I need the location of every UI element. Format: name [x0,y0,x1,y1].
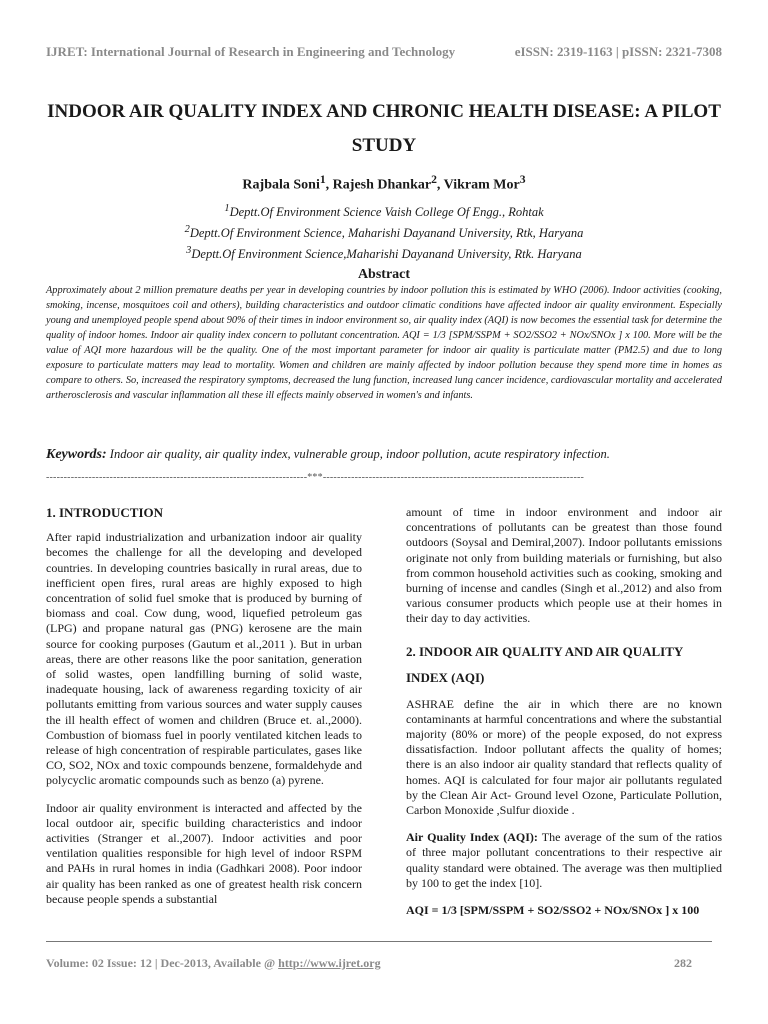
intro-paragraph-3: amount of time in indoor environment and indoor air concentrations of pollutants can be greatest than those found outdoors (Soysal and Demiral,2007). Indoor pollutants emissions originate not only from building materials or furnishing, but also from common household activities such as cooking, smoking and burning of incense and candles (Singh et al.,2012) and also from various consumer products which people use at their homes in their day to day activities. [406,505,722,626]
keywords-text: Indoor air quality, air quality index, vulnerable group, indoor pollution, acute respiratory infection. [106,447,610,461]
journal-link[interactable]: http://www.ijret.org [278,956,381,970]
running-footer [46,956,712,971]
affiliations [46,200,722,263]
aqi-definition [406,830,722,891]
author-1: Rajbala Soni [242,177,320,193]
affiliation-2 [46,221,722,242]
left-column [46,505,362,919]
affiliation-1 [46,200,722,221]
issn: eISSN: 2319-1163 | pISSN: 2321-7308 [514,44,722,59]
paper-title: INDOOR AIR QUALITY INDEX AND CHRONIC HEALTH DISEASE: A PILOT STUDY [47,101,721,156]
abstract-text: Approximately about 2 million premature deaths per year in developing countries by indoor pollution this is estimated by WHO (2006). Indoor activities (cooking, smoking, incense, mosquitoes coil and others), building characteristics and outdoor climatic conditions have affected indoor air quality environment. Especially young and unemployed people spend about 90% of their times in indoor environment so, air quality index (AQI) is now becomes the essential task for determine the quality of indoor homes. Indoor air quality index concern to pollutant concentration. AQI = 1/3 [SPM/SSPM + SO2/SSO2 + NOx/SNOx ] x 100. More will be the value of AQI more hazardous will be the quality. One of the most important parameter for indoor air quality is particulate matter (PM2.5) and due to long exposure to particulate matters may lead to mortality. Women and children are mainly affected by indoor pollution because they spend more time in homes as compare to others. So, increased the respiratory symptoms, decreased the lung function, increased lung cancer incidence, cardiovascular mortality and accelerated artherosclerosis and vascular inflammation all these ill effects mainly observed in women's and infants. [46,285,722,401]
author-1-sup: 1 [319,173,326,186]
keywords-label: Keywords: [46,447,107,462]
affiliation-2-sup: 2 [184,224,190,236]
author-2-sup: 2 [431,173,437,186]
journal-name: IJRET: International Journal of Research in Engineering and Technology [46,44,456,59]
authors: Rajbala Soni$^1$, Rajesh Dhankar$^2$, Vikram Mor$^3$ [242,173,526,193]
affiliation-2-text: Deptt.Of Environment Science, Maharishi Dayanand University, Rtk, Haryana [189,226,584,241]
author-2: Rajesh Dhankar [332,177,432,193]
affiliation-3-sup: 3 [186,245,192,257]
section-2-paragraph-1: ASHRAE define the air in which there are no known contaminants at harmful concentrations and where the substantial majority (80% or more) of the people exposed, do not express dissatisfaction. Indoor pollutant affects the quality of homes; there is an also indoor air quality standard that reflects quality of homes. AQI is calculated for four major air pollutants regulated by the Clean Air Act- Ground level Ozone, Particulate Pollution, Carbon Monoxide ,Sulfur dioxide . [406,696,722,818]
aqi-definition-text: The average of the sum of the ratios of three major pollutant concentrations to their respective air quality standard were obtained. The average was then multiplied by 100 to get the index [10]. [406,830,722,890]
affiliation-3 [46,242,722,263]
section-2-heading: 2. INDOOR AIR QUALITY AND AIR QUALITY INDEX (AQI) [406,643,683,685]
right-column [406,505,722,918]
aqi-equation: AQI = 1/3 [SPM/SSPM + SO2/SSO2 + NOx/SNOx ] x 100 [406,903,700,918]
aqi-definition-label: Air Quality Index (AQI): [406,830,538,845]
section-separator: --------------------------------------------------------------------------***-------------------------------------------------------------------------- [46,472,585,483]
footer-rule [46,941,712,942]
page-number: 282 [674,956,692,970]
author-3-sup: 3 [519,173,526,186]
affiliation-1-text: Deptt.Of Environment Science Vaish College Of Engg., Rohtak [229,205,544,220]
affiliation-1-sup: 1 [224,203,230,214]
intro-paragraph-2: Indoor air quality environment is interacted and affected by the local outdoor air, specific building characteristics and indoor activities (Stranger et al.,2007). Indoor activities and poor ventilation qualities responsible for high level of indoor RSPM and PAHs in rural homes in india (Gadhkari 2008). Poor indoor air quality has been ranked as one of greatest health risk concern because people spends a substantial [46,800,362,906]
footer-volume [46,956,381,971]
intro-paragraph-1: After rapid industrialization and urbanization indoor air quality becomes the challenge for all the developing and developed countries. In developing countries basically in rural areas, due to inefficient open fires, rural areas are highly exposed to high concentration of solid fuel smoke that is produced by burning of biomass and coal. Cow dung, wood, liquefied petroleum gas (LPG) and propane natural gas (PNG) kerosene are the main source for cooking purposes (Gautum et al.,2011 ). But in urban areas, there are other reasons like the poor sanitation, generation of solid wastes, open landfilling burning of solid waste, inadequate housing, lack of awareness regarding toxicity of air pollutants emitting from various sources and water supply causes the ill health effect of women and children (Bruce et. al.,2000). Combustion of biomass fuel in poorly ventilated kitchen leads to release of high concentration of respirable particulates, gases like CO, SO2, NOx and toxic compounds benzene, formaldehyde and polycyclic aromatic compounds such as benzo (a) pyrene. [46,530,362,788]
footer-volume-text: Volume: 02 Issue: 12 | Dec-2013, Available @ [46,956,279,970]
intro-heading: 1. INTRODUCTION [46,505,164,520]
running-header [46,44,722,60]
author-3: Vikram Mor [443,177,520,193]
keywords [46,447,722,463]
abstract-heading: Abstract [357,267,411,282]
affiliation-3-text: Deptt.Of Environment Science,Maharishi Dayanand University, Rtk. Haryana [191,247,582,262]
